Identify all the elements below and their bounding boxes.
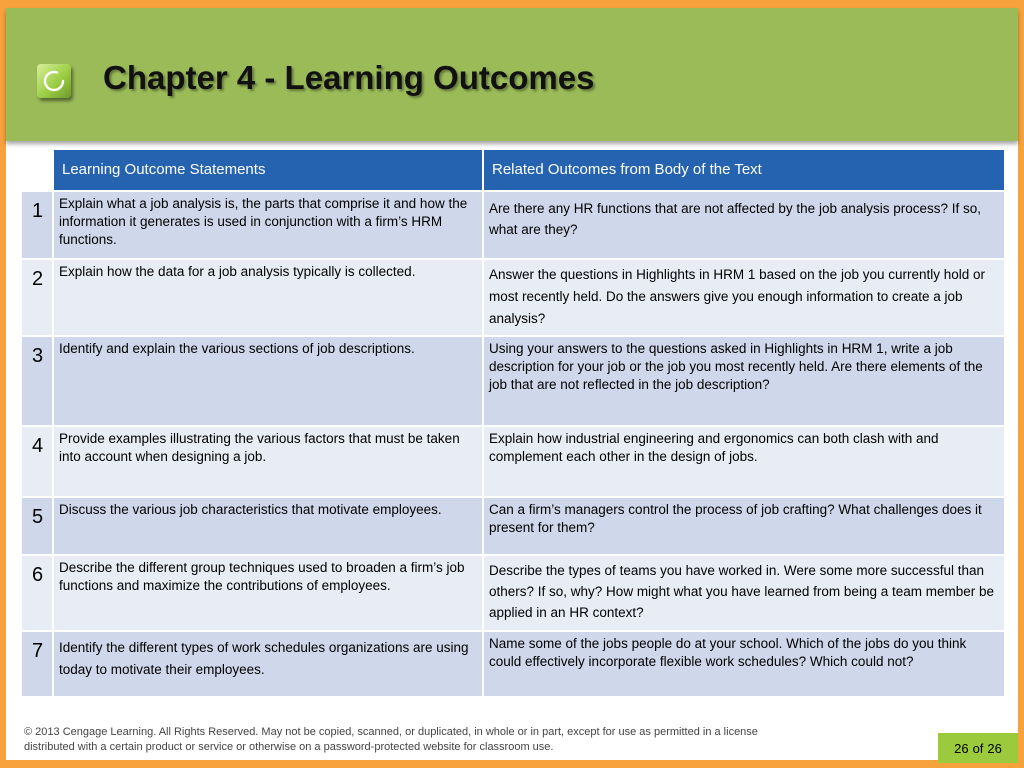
learning-outcomes-table [20,148,1006,698]
header-related: Related Outcomes from Body of the Text [483,149,1005,191]
related-cell: Name some of the jobs people do at your school. Which of the jobs do you think could effectively incorporate flexible work schedules? Which could not? [483,631,1005,697]
related-cell: Can a firm’s managers control the process of job crafting? What challenges does it present for them? [483,497,1005,555]
copyright-footer: © 2013 Cengage Learning. All Rights Reserved. May not be copied, scanned, or duplicated, in whole or in part, except for use as permitted in a license distributed with a certain product or service or otherwise on a password-protected website for classroom use. [24,726,758,753]
row-number: 5 [21,497,53,555]
statement-cell: Describe the different group techniques used to broaden a firm’s job functions and maximize the contributions of employees. [53,555,483,631]
header-corner [21,149,53,191]
table-row [21,631,1005,697]
page-of-label: of [972,740,984,756]
row-number: 6 [21,555,53,631]
table-row [21,555,1005,631]
page-title: Chapter 4 - Learning Outcomes [103,59,595,96]
page-number-box [938,733,1018,763]
row-number: 3 [21,336,53,426]
statement-cell: Identify and explain the various sections of job descriptions. [53,336,483,426]
related-cell: Answer the questions in Highlights in HRM 1 based on the job you currently hold or most recently held. Do the answers give you enough information to create a job analysis? [483,259,1005,336]
title-bar [6,8,1018,141]
related-cell: Describe the types of teams you have worked in. Were some more successful than others? If so, why? How might what you have learned from being a team member be applied in an HR context? [483,555,1005,631]
page-current: 26 [954,740,969,756]
related-cell: Explain how industrial engineering and ergonomics can both clash with and complement each other in the design of jobs. [483,426,1005,497]
statement-cell: Provide examples illustrating the various factors that must be taken into account when designing a job. [53,426,483,497]
table-row [21,191,1005,259]
row-number: 7 [21,631,53,697]
table-header-row [21,149,1005,191]
table-row [21,426,1005,497]
statement-cell: Discuss the various job characteristics that motivate employees. [53,497,483,555]
page-total: 26 [987,740,1002,756]
statement-cell: Identify the different types of work schedules organizations are using today to motivate their employees. [53,631,483,697]
row-number: 4 [21,426,53,497]
statement-cell: Explain what a job analysis is, the parts that comprise it and how the information it generates is used in conjunction with a firm’s HRM functions. [53,191,483,259]
table-row [21,497,1005,555]
row-number: 1 [21,191,53,259]
related-cell: Using your answers to the questions asked in Highlights in HRM 1, write a job description for your job or the job you most recently held. Are there elements of the job that are not reflected in the job description? [483,336,1005,426]
statement-cell: Explain how the data for a job analysis typically is collected. [53,259,483,336]
header-statements: Learning Outcome Statements [53,149,483,191]
slide [6,8,1018,760]
green-square-bullet-icon [37,64,71,98]
row-number: 2 [21,259,53,336]
table-row [21,336,1005,426]
table-row [21,259,1005,336]
related-cell: Are there any HR functions that are not affected by the job analysis process? If so, what are they? [483,191,1005,259]
